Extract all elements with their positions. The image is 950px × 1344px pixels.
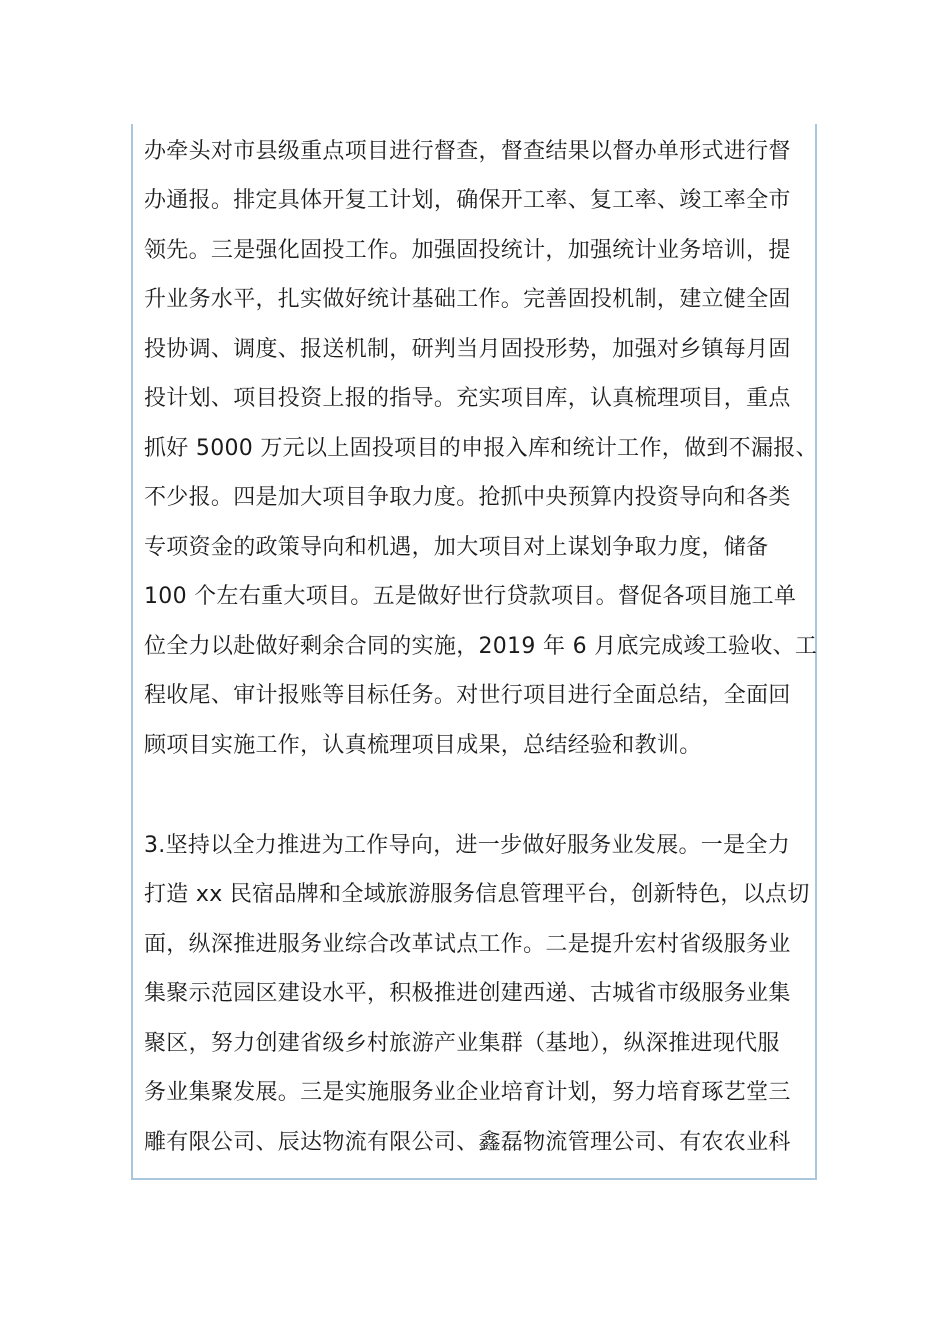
paragraph-1-line-13: 顾项目实施工作，认真梳理项目成果，总结经验和教训。 <box>144 733 702 758</box>
paragraph-1-line-7: 抓好 5000 万元以上固投项目的申报入库和统计工作，做到不漏报、 <box>144 436 818 461</box>
paragraph-2-line-3: 面，纵深推进服务业综合改革试点工作。二是提升宏村省级服务业 <box>144 932 791 957</box>
paragraph-2-line-1: 3.坚持以全力推进为工作导向，进一步做好服务业发展。一是全力 <box>144 833 790 858</box>
paragraph-1-line-2: 办通报。排定具体开复工计划，确保开工率、复工率、竣工率全市 <box>144 188 791 213</box>
paragraph-1-line-8: 不少报。四是加大项目争取力度。抢抓中央预算内投资导向和各类 <box>144 485 791 510</box>
paragraph-1-line-6: 投计划、项目投资上报的指导。充实项目库，认真梳理项目，重点 <box>144 386 791 411</box>
paragraph-1-line-3: 领先。三是强化固投工作。加强固投统计，加强统计业务培训，提 <box>144 238 791 263</box>
paragraph-2-line-2: 打造 xx 民宿品牌和全域旅游服务信息管理平台，创新特色，以点切 <box>144 882 810 907</box>
paragraph-2-line-7: 雕有限公司、辰达物流有限公司、鑫磊物流管理公司、有农农业科 <box>144 1130 791 1155</box>
paragraph-2-line-5: 聚区，努力创建省级乡村旅游产业集群（基地），纵深推进现代服 <box>144 1031 780 1056</box>
paragraph-1-line-5: 投协调、调度、报送机制，研判当月固投形势，加强对乡镇每月固 <box>144 337 791 362</box>
paragraph-1-line-9: 专项资金的政策导向和机遇，加大项目对上谋划争取力度，储备 <box>144 535 769 560</box>
paragraph-1-line-4: 升业务水平，扎实做好统计基础工作。完善固投机制，建立健全固 <box>144 287 791 312</box>
paragraph-2-line-4: 集聚示范园区建设水平，积极推进创建西递、古城省市级服务业集 <box>144 981 791 1006</box>
paragraph-2-line-6: 务业集聚发展。三是实施服务业企业培育计划，努力培育琢艺堂三 <box>144 1080 791 1105</box>
paragraph-1-line-10: 100 个左右重大项目。五是做好世行贷款项目。督促各项目施工单 <box>144 584 797 609</box>
paragraph-1-line-12: 程收尾、审计报账等目标任务。对世行项目进行全面总结，全面回 <box>144 683 791 708</box>
paragraph-1-line-1: 办牵头对市县级重点项目进行督查，督查结果以督办单形式进行督 <box>144 139 791 164</box>
paragraph-1-line-11: 位全力以赴做好剩余合同的实施，2019 年 6 月底完成竣工验收、工 <box>144 634 818 659</box>
